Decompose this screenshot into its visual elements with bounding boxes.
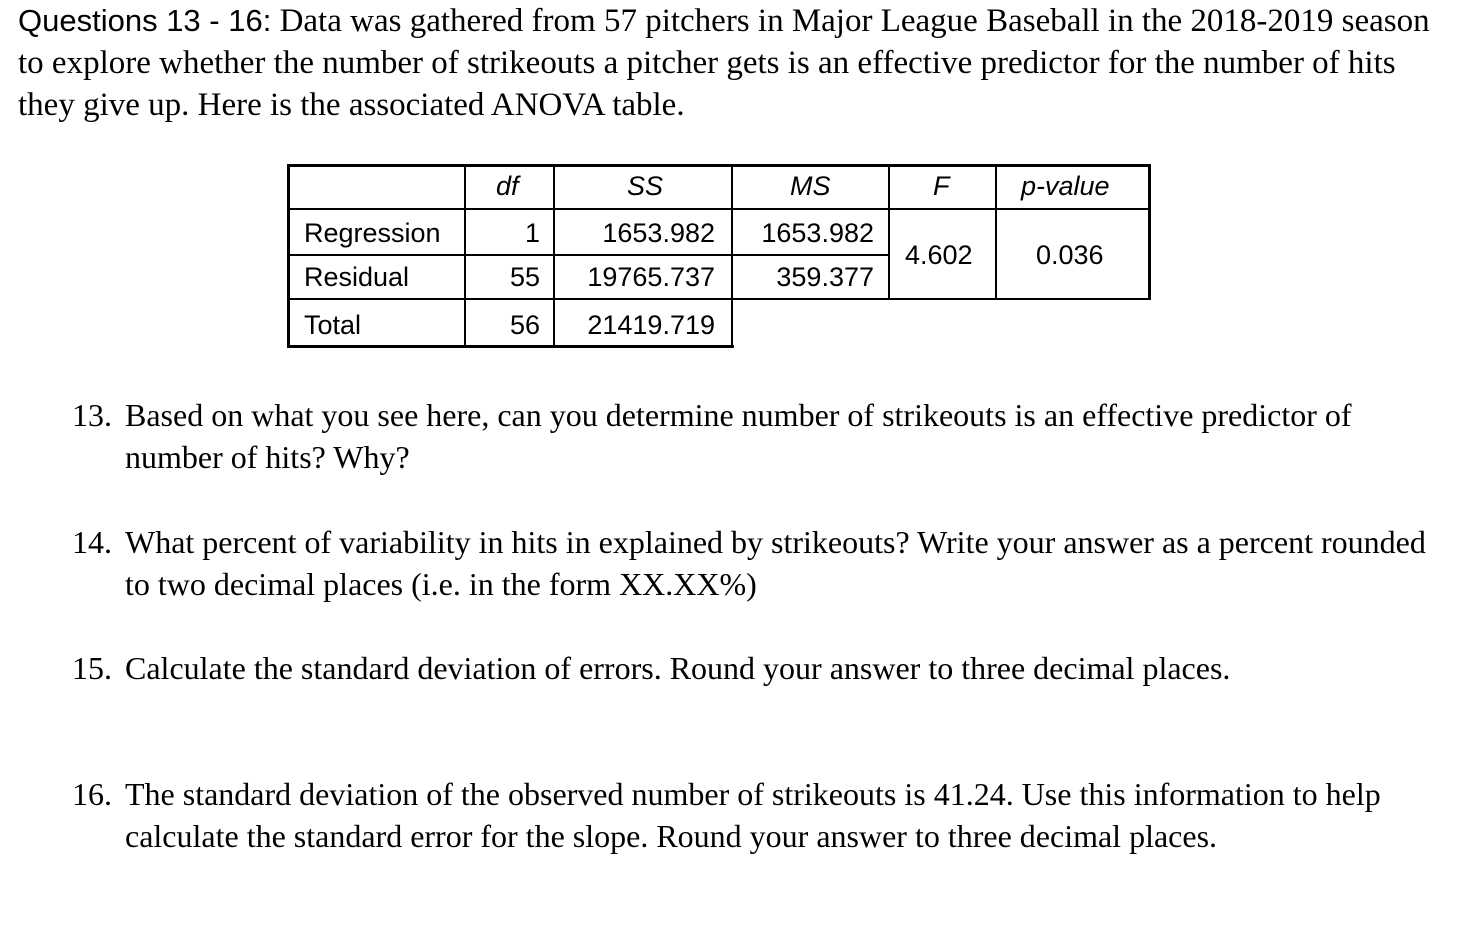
row-divider-1 [287,254,890,256]
col-divider-ss [553,164,555,348]
question-13 [72,394,1432,478]
col-divider-p [995,164,997,300]
intro-paragraph [18,0,1448,126]
header-ms: MS [790,171,831,201]
table-border-right [1148,164,1151,300]
row-df-total: 56 [509,310,540,340]
row-ss-total: 21419.719 [587,310,715,340]
p-value: 0.036 [1036,240,1104,270]
row-ss-regression: 1653.982 [602,218,715,248]
intro-text: Data was gathered from 57 pitchers in Major League Baseball in the 2018-2019 season to explore whether the number of strikeouts a pitcher gets is an effective predictor for the number of hits they give up. Here is the associated ANOVA table. [18,3,1430,123]
question-number: 15. [72,650,112,686]
row-ms-residual: 359.377 [776,262,874,292]
question-text: Based on what you see here, can you determine number of strikeouts is an effective predictor of number of hits? Why? [125,397,1352,475]
question-number: 13. [72,397,112,433]
table-border-top [287,164,1151,167]
row-divider-2 [287,298,1151,300]
question-text: What percent of variability in hits in explained by strikeouts? Write your answer as a percent rounded to two decimal places (i.e. in the form XX.XX%) [125,524,1426,602]
f-value: 4.602 [905,240,973,270]
row-df-residual: 55 [509,262,540,292]
question-15 [72,647,1432,689]
row-ms-regression: 1653.982 [761,218,874,248]
question-text: The standard deviation of the observed number of strikeouts is 41.24. Use this information to help calculate the standard error for the slope. Round your answer to three decimal places. [125,776,1381,854]
question-number: 14. [72,524,112,560]
anova-table [287,164,1151,348]
row-ss-residual: 19765.737 [587,262,715,292]
questions-range-label: Questions 13 - 16: [18,3,272,38]
table-border-bottom [287,345,734,348]
col-divider-f [888,164,890,300]
table-border-left [287,164,290,348]
header-divider [287,208,1151,210]
header-p-value: p-value [1021,171,1110,201]
row-source-residual: Residual [304,262,410,292]
question-14 [72,521,1432,605]
row-source-regression: Regression [304,218,441,248]
header-ss: SS [627,171,664,201]
row-source-total: Total [304,310,362,340]
row-df-regression: 1 [524,218,540,248]
col-divider-df [464,164,466,348]
question-number: 16. [72,776,112,812]
col-divider-ms [731,164,733,348]
question-text: Calculate the standard deviation of errors. Round your answer to three decimal places. [125,650,1231,686]
header-df: df [496,171,519,201]
question-16 [72,773,1432,857]
header-f: F [933,171,950,201]
